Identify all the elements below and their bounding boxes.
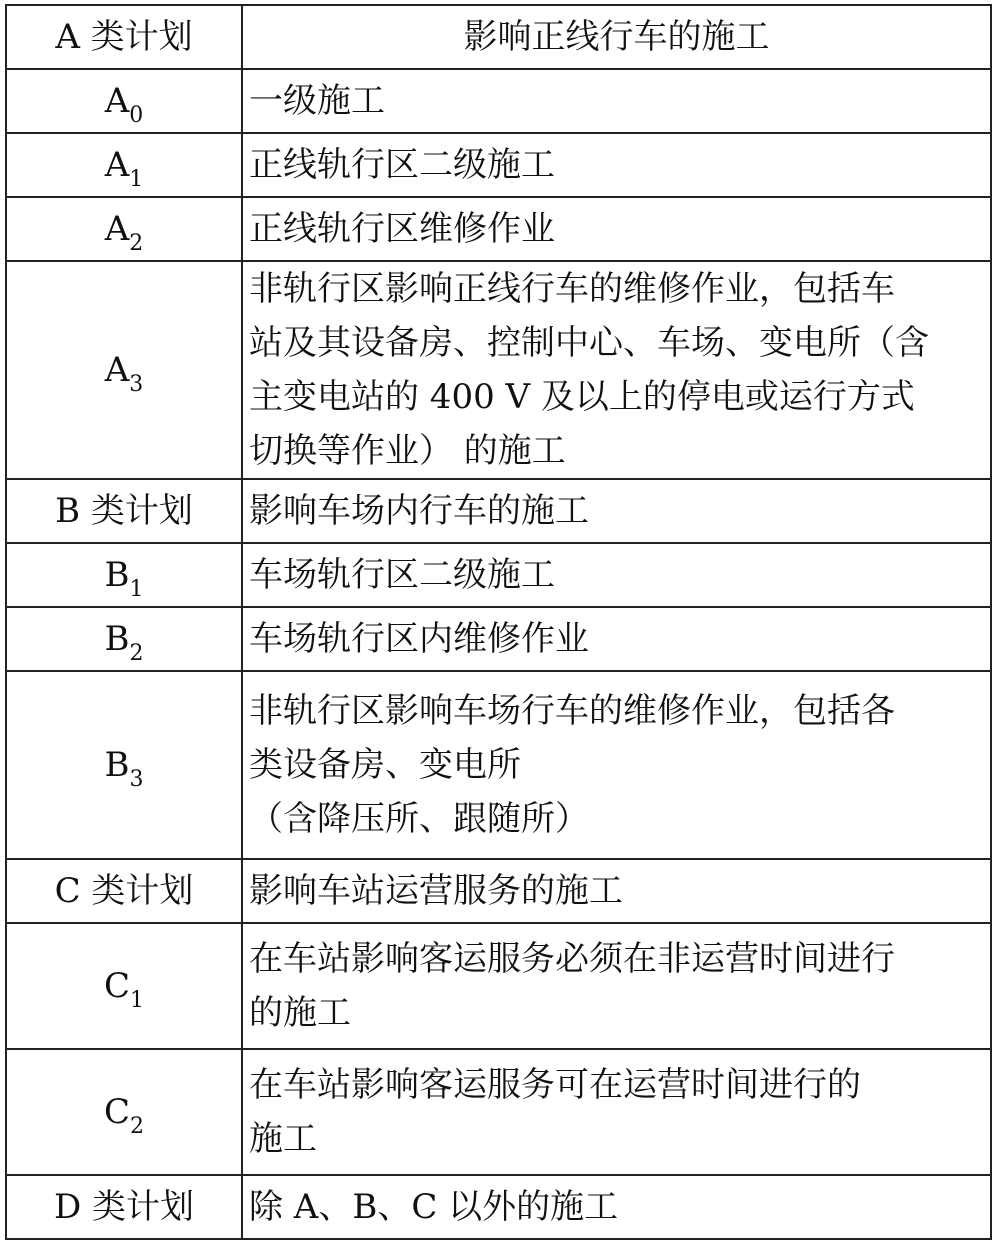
header-description-cell: 影响正线行车的施工 [242,5,991,69]
table-row [6,1175,991,1239]
description-line: 在车站影响客运服务可在运营时间进行的 [249,1065,861,1105]
table-row [6,197,991,261]
table-row [6,607,991,671]
plan-code-letter: A [104,81,130,121]
description-line: 非轨行区影响正线行车的维修作业，包括车 [249,269,895,309]
description-line: 主变电站的 400 V 及以上的停电或运行方式 [249,377,915,417]
plan-code-letter: A [104,145,130,185]
description-line: 的施工 [249,993,351,1033]
plan-code-subscript: 1 [129,576,144,602]
table-row [6,69,991,133]
description-line: 车场轨行区二级施工 [249,555,555,595]
plan-description-cell [242,607,991,671]
construction-plan-table [5,4,992,1240]
plan-description-cell [242,923,991,1049]
plan-code-letter: B [104,619,130,659]
header-category-cell: A 类计划 [6,5,242,69]
plan-code-cell [6,543,242,607]
table-row [6,543,991,607]
plan-category-cell: D 类计划 [6,1175,242,1239]
plan-description-cell [242,671,991,859]
description-line: 非轨行区影响车场行车的维修作业，包括各 [249,691,895,731]
plan-code-subscript: 2 [129,230,144,256]
plan-description-cell [242,1175,991,1239]
plan-code-cell [6,133,242,197]
plan-description-cell [242,197,991,261]
description-line: 正线轨行区维修作业 [249,209,555,249]
plan-code-cell [6,261,242,479]
plan-description-cell [242,133,991,197]
plan-code-subscript: 2 [129,640,144,666]
plan-code-cell [6,69,242,133]
description-line: 站及其设备房、控制中心、车场、变电所（含 [249,323,929,363]
table-row [6,1049,991,1175]
plan-description-cell [242,1049,991,1175]
plan-description-cell [242,479,991,543]
plan-code-subscript: 3 [129,766,144,792]
plan-category-cell: C 类计划 [6,859,242,923]
plan-code-letter: A [104,209,130,249]
plan-code-subscript: 1 [129,166,144,192]
description-line: 施工 [249,1119,317,1159]
plan-code-cell [6,197,242,261]
table-row [6,923,991,1049]
table-header-row [6,5,991,69]
table-row [6,261,991,479]
plan-code-letter: C [103,966,130,1006]
plan-code-cell [6,923,242,1049]
plan-code-subscript: 2 [130,1113,144,1139]
description-line: 正线轨行区二级施工 [249,145,555,185]
description-line: 在车站影响客运服务必须在非运营时间进行 [249,939,895,979]
plan-code-letter: B [104,745,130,785]
plan-category-cell: B 类计划 [6,479,242,543]
plan-code-subscript: 0 [129,102,144,128]
plan-description-cell [242,261,991,479]
plan-code-subscript: 3 [129,371,144,397]
table-row [6,671,991,859]
description-line: 除 A、B、C 以外的施工 [249,1187,619,1227]
plan-description-cell [242,543,991,607]
plan-code-cell [6,671,242,859]
plan-code-letter: C [103,1092,130,1132]
table-row [6,479,991,543]
plan-code-letter: A [104,350,130,390]
plan-description-cell [242,69,991,133]
plan-description-cell [242,859,991,923]
table-row [6,133,991,197]
plan-code-letter: B [104,555,130,595]
description-line: 影响车场内行车的施工 [249,491,589,531]
description-line: （含降压所、跟随所） [249,799,589,839]
description-line: 影响车站运营服务的施工 [249,871,623,911]
plan-code-cell [6,607,242,671]
table-row [6,859,991,923]
plan-code-cell [6,1049,242,1175]
description-line: 一级施工 [249,81,385,121]
construction-plan-table-container [5,4,992,1240]
description-line: 切换等作业） 的施工 [249,431,566,471]
description-line: 车场轨行区内维修作业 [249,619,589,659]
plan-code-subscript: 1 [130,987,144,1013]
description-line: 类设备房、变电所 [249,745,521,785]
